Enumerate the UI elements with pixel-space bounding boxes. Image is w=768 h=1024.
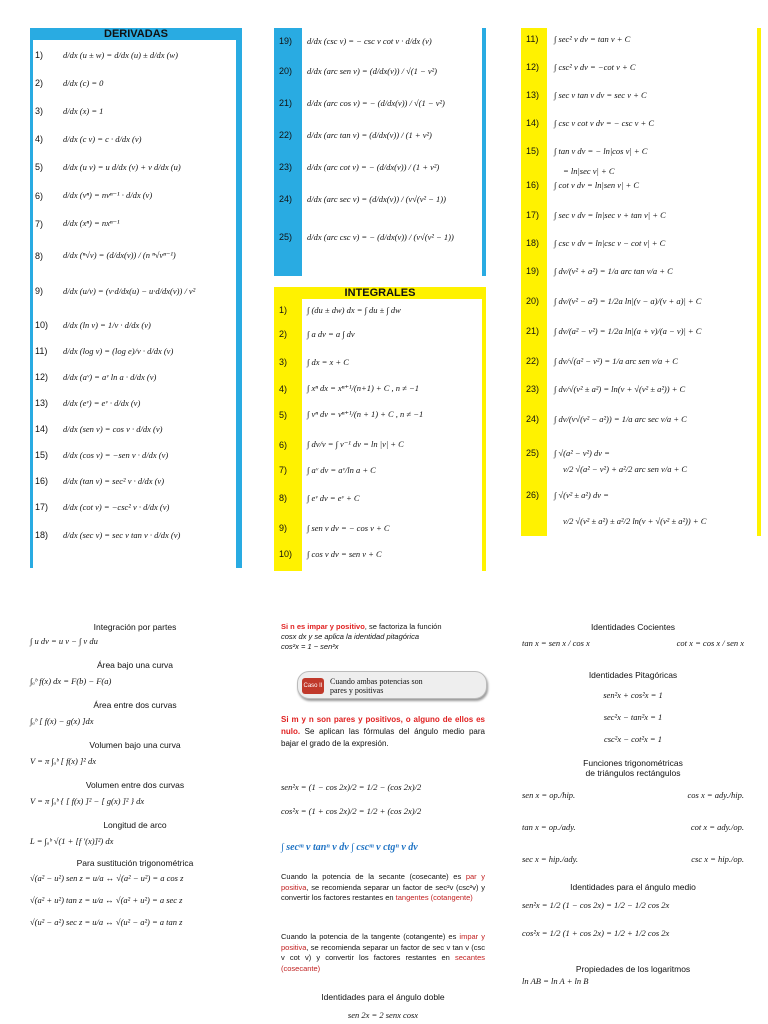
integral-row — [274, 383, 419, 394]
derivada-number: 20) — [279, 66, 293, 76]
coc-title: Identidades Cocientes — [590, 622, 676, 632]
derivada-formula: d/dx (u/v) = (v·d/dx(u) − u·d/dx(v)) / v² — [63, 286, 196, 296]
integral-number: 7) — [279, 465, 288, 475]
derivadas-list — [30, 40, 236, 568]
derivada-formula: d/dx (arc tan v) = (d/dx(v)) / (1 + v²) — [307, 130, 432, 140]
derivada-row — [30, 162, 181, 172]
pit-1: sen²x + cos²x = 1 — [603, 690, 663, 700]
integral-row — [521, 118, 654, 128]
derivada-row — [30, 218, 120, 229]
derivada-row — [30, 286, 195, 296]
derivada-number: 11) — [35, 346, 48, 356]
integral-formula: ∫ √(a² − v²) dv = — [554, 448, 610, 458]
integral-row — [521, 490, 609, 500]
derivada-row — [30, 134, 141, 144]
integral-formula: ∫ sec v tan v dv = sec v + C — [554, 90, 647, 100]
long-title: Longitud de arco — [103, 820, 167, 830]
trig-title-2: de triángulos rectángulos — [585, 768, 681, 778]
integral-number: 6) — [279, 439, 288, 450]
doble-section — [281, 992, 485, 1020]
integral-number: 10) — [279, 549, 293, 559]
derivada-row — [274, 98, 445, 108]
caso-ii-banner: Caso II Cuando ambas potencias son pares y positivas — [297, 671, 487, 699]
derivada-number: 5) — [35, 162, 44, 172]
derivada-formula: d/dx (arc cos v) = − (d/dx(v)) / √(1 − v²) — [307, 98, 445, 108]
integral-row — [521, 516, 706, 526]
vol2-title: Volumen entre dos curvas — [85, 780, 185, 790]
derivada-formula: d/dx (csc v) = − csc v cot v · d/dx (v) — [307, 36, 432, 46]
integral-row — [274, 523, 390, 533]
integral-row — [521, 326, 701, 336]
derivada-row — [30, 450, 168, 460]
integral-row — [521, 34, 630, 44]
derivada-row — [274, 194, 446, 204]
derivadas-title: DERIVADAS — [104, 28, 168, 40]
integral-number: 24) — [526, 414, 540, 424]
integral-row — [274, 329, 355, 339]
derivada-formula: d/dx (xⁿ) = nxⁿ⁻¹ — [63, 218, 120, 228]
derivada-row — [30, 372, 156, 382]
derivada-row — [30, 424, 162, 434]
doble-title: Identidades para el ángulo doble — [321, 992, 445, 1002]
integral-number: 19) — [526, 266, 540, 276]
partes-title: Integración por partes — [93, 622, 177, 632]
derivada-row — [30, 250, 176, 261]
integral-formula: ∫ a dv = a ∫ dv — [307, 329, 355, 339]
integral-formula: v/2 √(v² ± a²) ± a²/2 ln(v + √(v² ± a²)) + C — [563, 516, 707, 526]
derivada-formula: d/dx (sec v) = sec v tan v · d/dx (v) — [63, 530, 181, 540]
integral-formula: ∫ dv/(v² + a²) = 1/a arc tan v/a + C — [554, 266, 673, 276]
medio-2: cos²x = 1/2 (1 + cos 2x) = 1/2 + 1/2 cos 2x — [522, 928, 670, 938]
integral-row — [521, 210, 666, 220]
derivada-row — [274, 66, 437, 76]
pit-title: Identidades Pitagóricas — [588, 670, 678, 680]
integral-row — [274, 357, 349, 367]
trig-sen: sen x = op./hip. — [522, 790, 576, 800]
derivada-row — [30, 190, 152, 201]
derivada-number: 15) — [35, 450, 49, 460]
caso-tag: Caso II — [302, 678, 324, 694]
integral-formula: ∫ tan v dv = − ln|cos v| + C — [554, 146, 648, 156]
integral-number: 17) — [526, 210, 540, 220]
derivadas-panel — [30, 28, 242, 568]
derivada-number: 1) — [35, 50, 44, 60]
derivada-formula: d/dx (ⁿ√v) = (d/dx(v)) / (n ⁿ√vⁿ⁻¹) — [63, 250, 176, 260]
partes-formula: ∫ u dv = u v − ∫ v du — [30, 636, 98, 646]
integral-formula: ∫ √(v² ± a²) dv = — [554, 490, 609, 500]
integral-number: 13) — [526, 90, 540, 100]
derivada-formula: d/dx (eᵛ) = eᵛ · d/dx (v) — [63, 398, 141, 408]
derivada-number: 4) — [35, 134, 44, 144]
vol-formula: V = π ∫ₐᵇ [ f(x) ]² dx — [30, 756, 96, 766]
derivada-row — [274, 36, 432, 46]
area2-title: Área entre dos curvas — [93, 700, 177, 710]
integral-number: 15) — [526, 146, 540, 156]
integral-number: 9) — [279, 523, 288, 533]
integral-formula: ∫ dv/(a² − v²) = 1/2a ln|(a + v)/(a − v)| + C — [554, 326, 702, 336]
derivada-number: 9) — [35, 286, 44, 296]
derivada-row — [30, 398, 140, 408]
integral-row — [274, 409, 423, 420]
integral-number: 18) — [526, 238, 540, 248]
integral-number: 3) — [279, 357, 288, 367]
trig-sec: sec x = hip./ady. — [522, 854, 579, 864]
integral-row — [274, 465, 376, 475]
trig-csc: csc x = hip./op. — [691, 854, 744, 864]
angle-formulas — [281, 782, 485, 816]
big-integral: ∫ secᵐ v tanⁿ v dv ∫ cscᵐ v ctgⁿ v dv — [281, 842, 418, 853]
integral-formula: = ln|sec v| + C — [563, 166, 615, 176]
derivada-number: 8) — [35, 250, 44, 261]
integral-number: 16) — [526, 180, 540, 190]
integral-formula: ∫ csc v dv = ln|csc v − cot v| + C — [554, 238, 666, 248]
integral-row — [274, 549, 382, 559]
derivada-number: 14) — [35, 424, 49, 434]
integral-formula: ∫ dv/v = ∫ v⁻¹ dv = ln |v| + C — [307, 439, 404, 449]
integral-formula: ∫ xⁿ dx = xⁿ⁺¹/(n+1) + C , n ≠ −1 — [307, 383, 419, 393]
derivada-number: 12) — [35, 372, 49, 382]
integral-row — [521, 296, 701, 306]
integral-number: 12) — [526, 62, 540, 72]
derivada-number: 24) — [279, 194, 293, 204]
derivada-formula: d/dx (vⁿ) = nvⁿ⁻¹ · d/dx (v) — [63, 190, 153, 200]
derivada-number: 3) — [35, 106, 44, 116]
derivada-row — [30, 346, 173, 356]
derivada-row — [30, 502, 169, 512]
integral-formula: ∫ aᵛ dv = aᵛ/ln a + C — [307, 465, 376, 475]
coc-cot: cot x = cos x / sen x — [676, 638, 744, 648]
sust-formula-3: √(u² − a²) sec z = u/a ↔ √(u² − a²) = a tan z — [30, 917, 183, 927]
derivadas2-panel — [274, 28, 486, 276]
doble-formula: sen 2x = 2 senx cosx — [347, 1010, 419, 1020]
integral-formula: ∫ dx = x + C — [307, 357, 349, 367]
paragraph-4: Cuando la potencia de la tangente (cotangente) es impar y positiva, se recomienda separar un factor de sec v tan v (csc v cot v) y convertir los factores restantes en secantes (cosecante) — [281, 932, 486, 973]
integral-formula: ∫ cos v dv = sen v + C — [307, 549, 382, 559]
integral-row — [521, 180, 639, 190]
integral-number: 22) — [526, 356, 540, 366]
derivada-formula: d/dx (aᵛ) = aᵛ ln a · d/dx (v) — [63, 372, 157, 382]
integral-row — [521, 166, 615, 176]
sust-title: Para sustitución trigonométrica — [76, 858, 194, 868]
vol2-formula: V = π ∫ₐᵇ { [ f(x) ]² − [ g(x) ]² } dx — [30, 796, 145, 806]
derivada-formula: d/dx (ln v) = 1/v · d/dx (v) — [63, 320, 151, 330]
log-title: Propiedades de los logaritmos — [575, 964, 691, 974]
integral-row — [521, 414, 687, 424]
trig-title-1: Funciones trigonométricas — [583, 758, 683, 768]
trig-cos: cos x = ady./hip. — [687, 790, 744, 800]
log-1: ln AB = ln A + ln B — [522, 976, 589, 986]
derivada-number: 2) — [35, 78, 44, 88]
integral-number: 21) — [526, 326, 540, 336]
integral-row — [521, 238, 665, 248]
integral-row — [521, 384, 685, 394]
integral-number: 5) — [279, 409, 288, 420]
derivada-row — [274, 130, 432, 140]
derivada-formula: d/dx (sen v) = cos v · d/dx (v) — [63, 424, 163, 434]
derivada-number: 25) — [279, 232, 293, 242]
derivada-row — [30, 106, 103, 116]
integral-row — [521, 90, 647, 100]
integral-number: 1) — [279, 305, 288, 315]
integral-row — [521, 464, 687, 474]
derivada-number: 16) — [35, 476, 49, 486]
derivada-row — [274, 232, 454, 242]
trig-cot: cot x = ady./op. — [690, 822, 744, 832]
integral-row — [521, 356, 678, 366]
derivada-formula: d/dx (c) = 0 — [63, 78, 104, 88]
integral-formula: ∫ vⁿ dv = vⁿ⁺¹/(n + 1) + C , n ≠ −1 — [307, 409, 424, 419]
integral-formula: ∫ sec v dv = ln|sec v + tan v| + C — [554, 210, 666, 220]
derivada-formula: d/dx (x) = 1 — [63, 106, 104, 116]
derivada-formula: d/dx (c v) = c · d/dx (v) — [63, 134, 142, 144]
derivada-row — [30, 530, 180, 540]
pit-3: csc²x − cot²x = 1 — [603, 734, 663, 744]
integral-formula: ∫ sen v dv = − cos v + C — [307, 523, 390, 533]
derivada-formula: d/dx (cot v) = −csc² v · d/dx (v) — [63, 502, 170, 512]
derivada-row — [30, 320, 151, 330]
integrales2-panel — [521, 28, 761, 536]
integral-formula: ∫ (du ± dw) dx = ∫ du ± ∫ dw — [307, 305, 401, 315]
derivada-formula: d/dx (u ± w) = d/dx (u) ± d/dx (w) — [63, 50, 178, 60]
integral-formula: ∫ csc v cot v dv = − csc v + C — [554, 118, 655, 128]
integral-row — [274, 439, 404, 450]
long-formula: L = ∫ₐᵇ √(1 + [f '(x)]²) dx — [30, 836, 114, 846]
medio-1: sen²x = 1/2 (1 − cos 2x) = 1/2 − 1/2 cos 2x — [522, 900, 670, 910]
integral-row — [521, 266, 673, 276]
integral-number: 4) — [279, 383, 288, 394]
derivada-number: 7) — [35, 218, 44, 229]
area-title: Área bajo una curva — [96, 660, 174, 670]
area2-formula: ∫ₐᵇ [ f(x) − g(x) ]dx — [30, 716, 94, 726]
integral-row — [521, 146, 647, 156]
integral-row — [521, 62, 636, 72]
derivada-formula: d/dx (tan v) = sec² v · d/dx (v) — [63, 476, 165, 486]
paragraph-3: Cuando la potencia de la secante (cosecante) es par y positiva, se recomienda separar un factor de sec²v (csc²v) y convertir los factores restantes en tangentes (cotangente) — [281, 872, 485, 902]
integral-formula: ∫ eᵛ dv = eᵛ + C — [307, 493, 360, 503]
integral-formula: ∫ dv/√(v² ± a²) = ln(v + √(v² ± a²)) + C — [554, 384, 686, 394]
integral-number: 8) — [279, 493, 288, 503]
integral-formula: ∫ cot v dv = ln|sen v| + C — [554, 180, 640, 190]
sust-formula-1: √(a² − u²) sen z = u/a ↔ √(a² − u²) = a cos z — [30, 873, 184, 883]
sust-formula-2: √(a² + u²) tan z = u/a ↔ √(a² + u²) = a sec z — [30, 895, 183, 905]
integral-formula: ∫ sec² v dv = tan v + C — [554, 34, 631, 44]
integrales-panel — [274, 287, 486, 571]
derivada-row — [30, 78, 103, 88]
derivada-row — [274, 162, 439, 172]
applications-section — [30, 622, 240, 927]
derivada-row — [30, 476, 164, 486]
integral-number: 25) — [526, 448, 540, 458]
derivada-formula: d/dx (arc csc v) = − (d/dx(v)) / (v√(v² − 1)) — [307, 232, 454, 242]
paragraph-1: Si n es impar y positivo, se factoriza la función — [281, 622, 442, 631]
medio-title: Identidades para el ángulo medio — [570, 882, 696, 892]
derivada-number: 17) — [35, 502, 49, 512]
cos2-formula: cos²x = (1 + cos 2x)/2 = 1/2 + (cos 2x)/2 — [281, 806, 422, 816]
integral-number: 2) — [279, 329, 288, 339]
derivada-formula: d/dx (arc sen v) = (d/dx(v)) / √(1 − v²) — [307, 66, 437, 76]
derivada-number: 6) — [35, 190, 44, 201]
derivada-number: 23) — [279, 162, 293, 172]
integral-number: 26) — [526, 490, 540, 500]
derivada-number: 10) — [35, 320, 49, 330]
integral-formula: ∫ dv/√(a² − v²) = 1/a arc sen v/a + C — [554, 356, 678, 366]
integral-row — [274, 305, 401, 315]
trig-tan: tan x = op./ady. — [522, 822, 576, 832]
derivada-formula: d/dx (arc cot v) = − (d/dx(v)) / (1 + v²) — [307, 162, 440, 172]
integral-number: 23) — [526, 384, 540, 394]
integral-formula: v/2 √(a² − v²) + a²/2 arc sen v/a + C — [563, 464, 688, 474]
derivada-number: 13) — [35, 398, 49, 408]
methods-section: Si n es impar y positivo, se factoriza la función cosx dx y se aplica la identidad pitagórica cos²x = 1 − sen²x — [281, 622, 485, 652]
derivada-number: 18) — [35, 530, 49, 540]
integral-formula: ∫ dv/(v² − a²) = 1/2a ln|(v − a)/(v + a)| + C — [554, 296, 702, 306]
integral-row — [521, 448, 610, 458]
vol-title: Volumen bajo una curva — [89, 740, 181, 750]
derivada-formula: d/dx (cos v) = −sen v · d/dx (v) — [63, 450, 169, 460]
sen2-formula: sen²x = (1 − cos 2x)/2 = 1/2 − (cos 2x)/2 — [281, 782, 422, 792]
integral-row — [274, 493, 360, 503]
derivada-number: 21) — [279, 98, 293, 108]
area-formula: ∫ₐᵇ f(x) dx = F(b) − F(a) — [30, 676, 112, 686]
paragraph-2: Si m y n son pares y positivos, o alguno de ellos es nulo. Se aplican las fórmulas del ángulo medio para bajar el grado de la expresión. — [281, 715, 485, 748]
derivada-row — [30, 50, 178, 60]
derivada-formula: d/dx (u v) = u d/dx (v) + v d/dx (u) — [63, 162, 181, 172]
derivada-formula: d/dx (arc sec v) = (d/dx(v)) / (v√(v² − 1)) — [307, 194, 446, 204]
integral-number: 20) — [526, 296, 540, 306]
derivada-formula: d/dx (log v) = (log e)/v · d/dx (v) — [63, 346, 174, 356]
integral-number: 11) — [526, 34, 539, 44]
integral-number: 14) — [526, 118, 540, 128]
coc-tan: tan x = sen x / cos x — [522, 638, 590, 648]
derivada-number: 22) — [279, 130, 293, 140]
derivada-number: 19) — [279, 36, 293, 46]
integrales-title: INTEGRALES — [274, 287, 486, 299]
pit-2: sec²x − tan²x = 1 — [603, 712, 663, 722]
identities-section — [522, 622, 744, 986]
integral-formula: ∫ csc² v dv = −cot v + C — [554, 62, 636, 72]
integral-formula: ∫ dv/(v√(v² − a²)) = 1/a arc sec v/a + C — [554, 414, 687, 424]
